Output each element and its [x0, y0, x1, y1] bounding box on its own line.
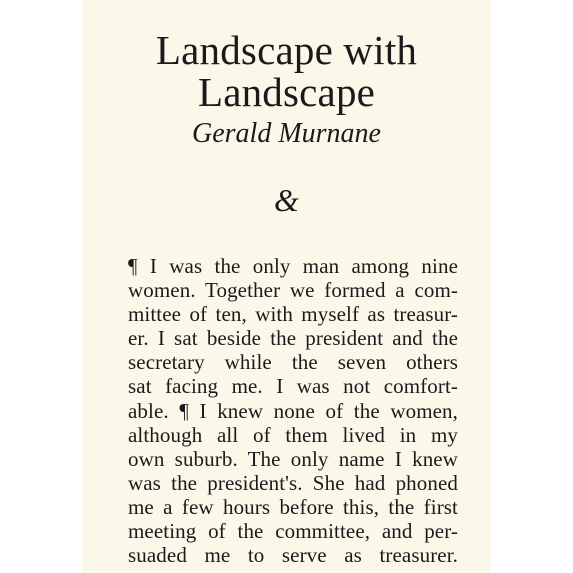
excerpt-line: me a few hours before this, the first	[128, 494, 458, 519]
book-cover	[82, 0, 491, 573]
excerpt-line: was the president's. She had phoned	[128, 470, 458, 495]
book-author: Gerald Murnane	[192, 118, 381, 149]
excerpt-line: ¶ I was the only man among nine	[128, 254, 458, 278]
ampersand-ornament: &	[274, 182, 299, 218]
excerpt-line: own suburb. The only name I knew	[128, 446, 458, 471]
book-title-line-1: Landscape with	[155, 27, 418, 73]
excerpt-line: sat facing me. I was not comfort-	[128, 374, 458, 399]
excerpt-line: mittee of ten, with myself as treasur-	[128, 302, 458, 327]
excerpt-line: women. Together we formed a com-	[128, 278, 458, 303]
excerpt-text	[128, 254, 458, 567]
excerpt-line: er. I sat beside the president and the	[128, 326, 458, 351]
excerpt-line: although all of them lived in my	[128, 422, 458, 447]
excerpt-line: secretary while the seven others	[128, 350, 458, 375]
excerpt-line: suaded me to serve as treasurer.	[128, 543, 458, 568]
excerpt-line: meeting of the committee, and per-	[128, 519, 458, 544]
excerpt-line: able. ¶ I knew none of the women,	[128, 398, 458, 423]
book-title-line-2: Landscape	[197, 69, 376, 115]
